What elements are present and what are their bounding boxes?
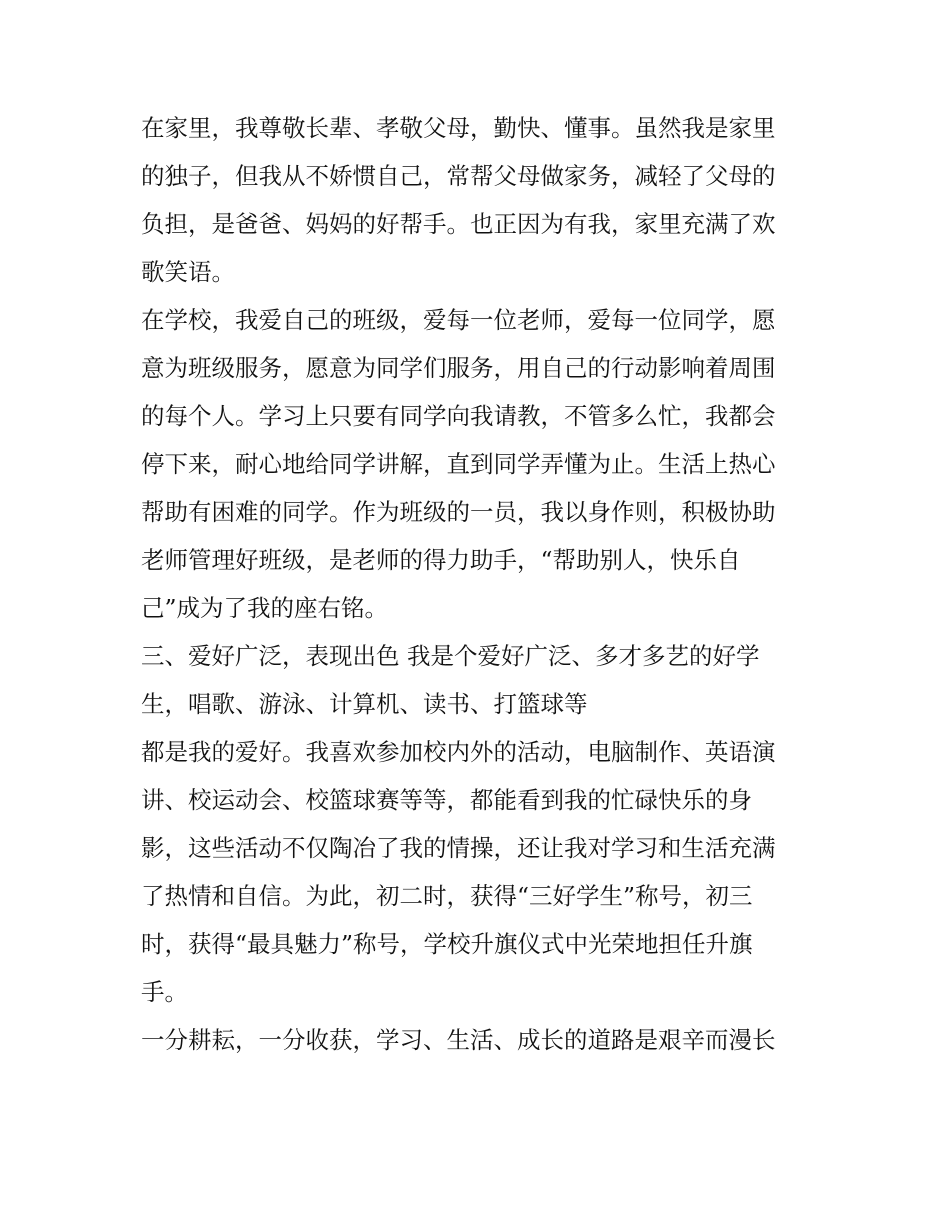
text-line: 歌笑语。 <box>141 258 235 286</box>
text-line: 生，唱歌、游泳、计算机、读书、打篮球等 <box>141 690 588 718</box>
paragraph-school <box>141 296 821 632</box>
paragraph-home <box>141 104 821 296</box>
text-line: 了热情和自信。为此，初二时，获得“三好学生”称号，初三 <box>141 882 753 910</box>
text-line: 己”成为了我的座右铭。 <box>141 594 389 622</box>
text-line: 在学校，我爱自己的班级，爱每一位老师，爱每一位同学，愿 <box>141 306 776 334</box>
text-line: 影，这些活动不仅陶冶了我的情操，还让我对学习和生活充满 <box>141 834 776 862</box>
text-line: 停下来，耐心地给同学讲解，直到同学弄懂为止。生活上热心 <box>141 450 776 478</box>
text-line: 一分耕耘，一分收获，学习、生活、成长的道路是艰辛而漫长 <box>141 1026 776 1054</box>
text-line: 负担，是爸爸、妈妈的好帮手。也正因为有我，家里充满了欢 <box>141 210 776 238</box>
text-line: 时，获得“最具魅力”称号，学校升旗仪式中光荣地担任升旗 <box>141 930 753 958</box>
text-line: 讲、校运动会、校篮球赛等等，都能看到我的忙碌快乐的身 <box>141 786 752 814</box>
paragraph-hobbies <box>141 632 821 1016</box>
text-line: 三、爱好广泛，表现出色 我是个爱好广泛、多才多艺的好学 <box>141 642 760 670</box>
document-body <box>141 104 821 1064</box>
text-line: 都是我的爱好。我喜欢参加校内外的活动，电脑制作、英语演 <box>141 738 776 766</box>
text-line: 意为班级服务，愿意为同学们服务，用自己的行动影响着周围 <box>141 354 776 382</box>
text-line: 在家里，我尊敬长辈、孝敬父母，勤快、懂事。虽然我是家里 <box>141 114 776 142</box>
paragraph-conclusion <box>141 1016 821 1064</box>
text-line: 手。 <box>141 978 188 1006</box>
text-line: 的独子，但我从不娇惯自己，常帮父母做家务，减轻了父母的 <box>141 162 776 190</box>
text-line: 的每个人。学习上只要有同学向我请教，不管多么忙，我都会 <box>141 402 776 430</box>
text-line: 帮助有困难的同学。作为班级的一员，我以身作则，积极协助 <box>141 498 776 526</box>
text-line: 老师管理好班级，是老师的得力助手，“帮助别人，快乐自 <box>141 546 741 574</box>
